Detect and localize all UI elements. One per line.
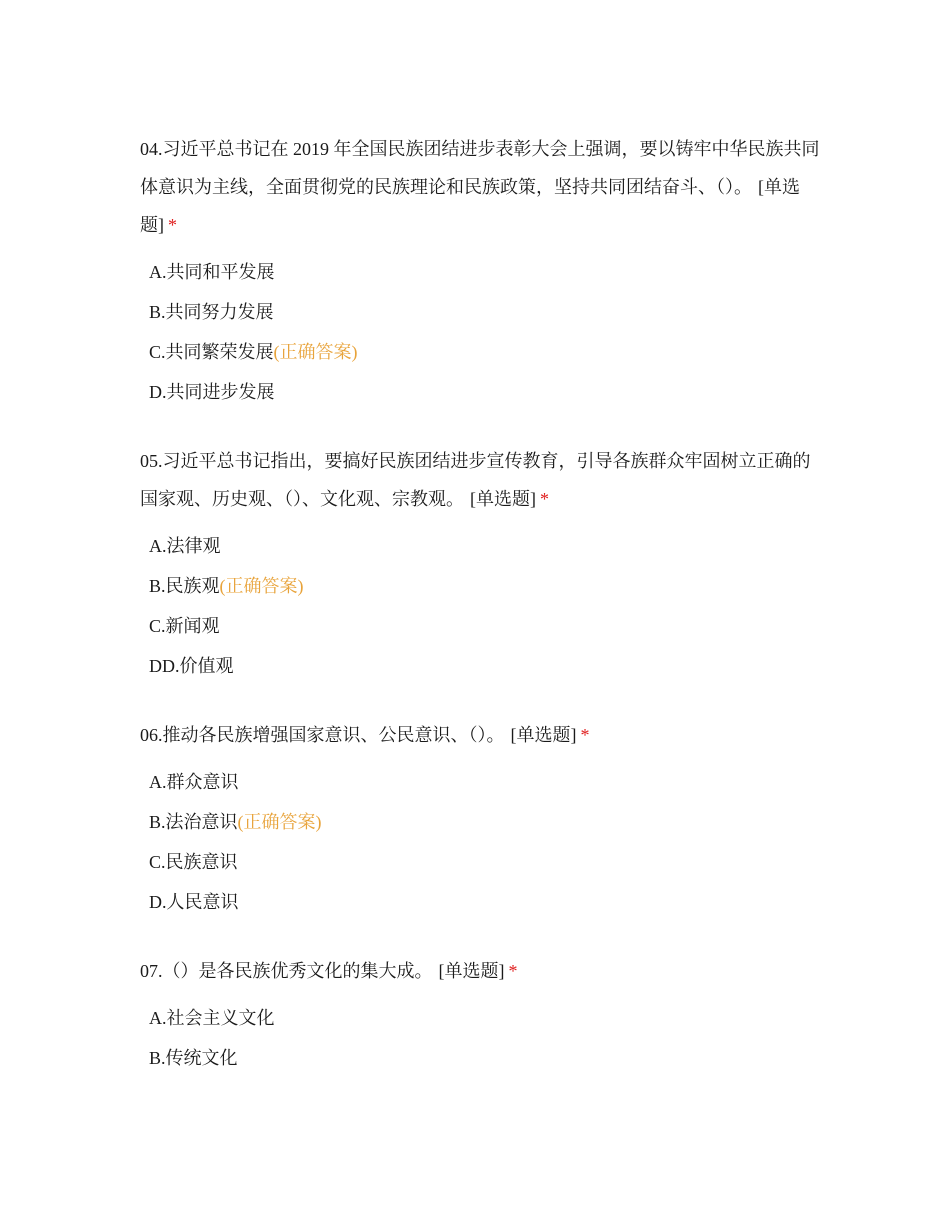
question-text: 07.（）是各民族优秀文化的集大成。 [140,961,433,981]
option-text: B.共同努力发展 [149,302,274,322]
option-a[interactable] [149,252,820,292]
required-marker: * [580,725,590,745]
option-b[interactable] [149,802,820,842]
required-marker: * [168,215,177,235]
option-d[interactable] [149,372,820,412]
required-marker: * [540,489,549,509]
correct-answer-mark: (正确答案) [273,342,358,362]
correct-answer-mark: (正确答案) [219,576,304,596]
option-c[interactable] [149,606,820,646]
option-text: D.共同进步发展 [149,382,275,402]
option-text: A.共同和平发展 [149,262,275,282]
question-04 [140,130,820,412]
option-b[interactable] [149,566,820,606]
option-a[interactable] [149,762,820,802]
required-marker: * [508,961,518,981]
survey-page [140,130,820,1108]
question-type-label: [单选题] [438,961,505,981]
option-a[interactable] [149,998,820,1038]
question-text: 04.习近平总书记在 2019 年全国民族团结进步表彰大会上强调，要以铸牢中华民族共同体意识为主线，全面贯彻党的民族理论和民族政策，坚持共同团结奋斗、（）。 [140,139,820,197]
option-b[interactable] [149,292,820,332]
option-text: B.法治意识 [149,812,238,832]
option-text: B.传统文化 [149,1048,238,1068]
option-c[interactable] [149,842,820,882]
question-05 [140,442,820,686]
question-text: 05.习近平总书记指出，要搞好民族团结进步宣传教育，引导各族群众牢固树立正确的国家观、历史观、（）、文化观、宗教观。 [140,451,811,509]
option-b[interactable] [149,1038,820,1078]
question-text: 06.推动各民族增强国家意识、公民意识、（）。 [140,725,505,745]
option-text: A.群众意识 [149,772,239,792]
option-d[interactable] [149,882,820,922]
option-text: D.人民意识 [149,892,239,912]
options-list [140,998,820,1078]
options-list [140,762,820,922]
question-type-label: [单选题] [510,725,577,745]
question-type-label: [单选题] [140,177,800,235]
option-text: C.共同繁荣发展 [149,342,274,362]
question-title [140,130,820,244]
option-text: C.新闻观 [149,616,220,636]
option-text: C.民族意识 [149,852,238,872]
options-list [140,252,820,412]
question-title [140,716,820,754]
options-list [140,526,820,686]
question-title [140,442,820,518]
question-07 [140,952,820,1078]
option-text: A.社会主义文化 [149,1008,275,1028]
option-d[interactable] [149,646,820,686]
correct-answer-mark: (正确答案) [237,812,322,832]
option-text: DD.价值观 [149,656,234,676]
option-a[interactable] [149,526,820,566]
option-text: B.民族观 [149,576,220,596]
question-title [140,952,820,990]
question-type-label: [单选题] [470,489,536,509]
option-c[interactable] [149,332,820,372]
option-text: A.法律观 [149,536,221,556]
question-06 [140,716,820,922]
